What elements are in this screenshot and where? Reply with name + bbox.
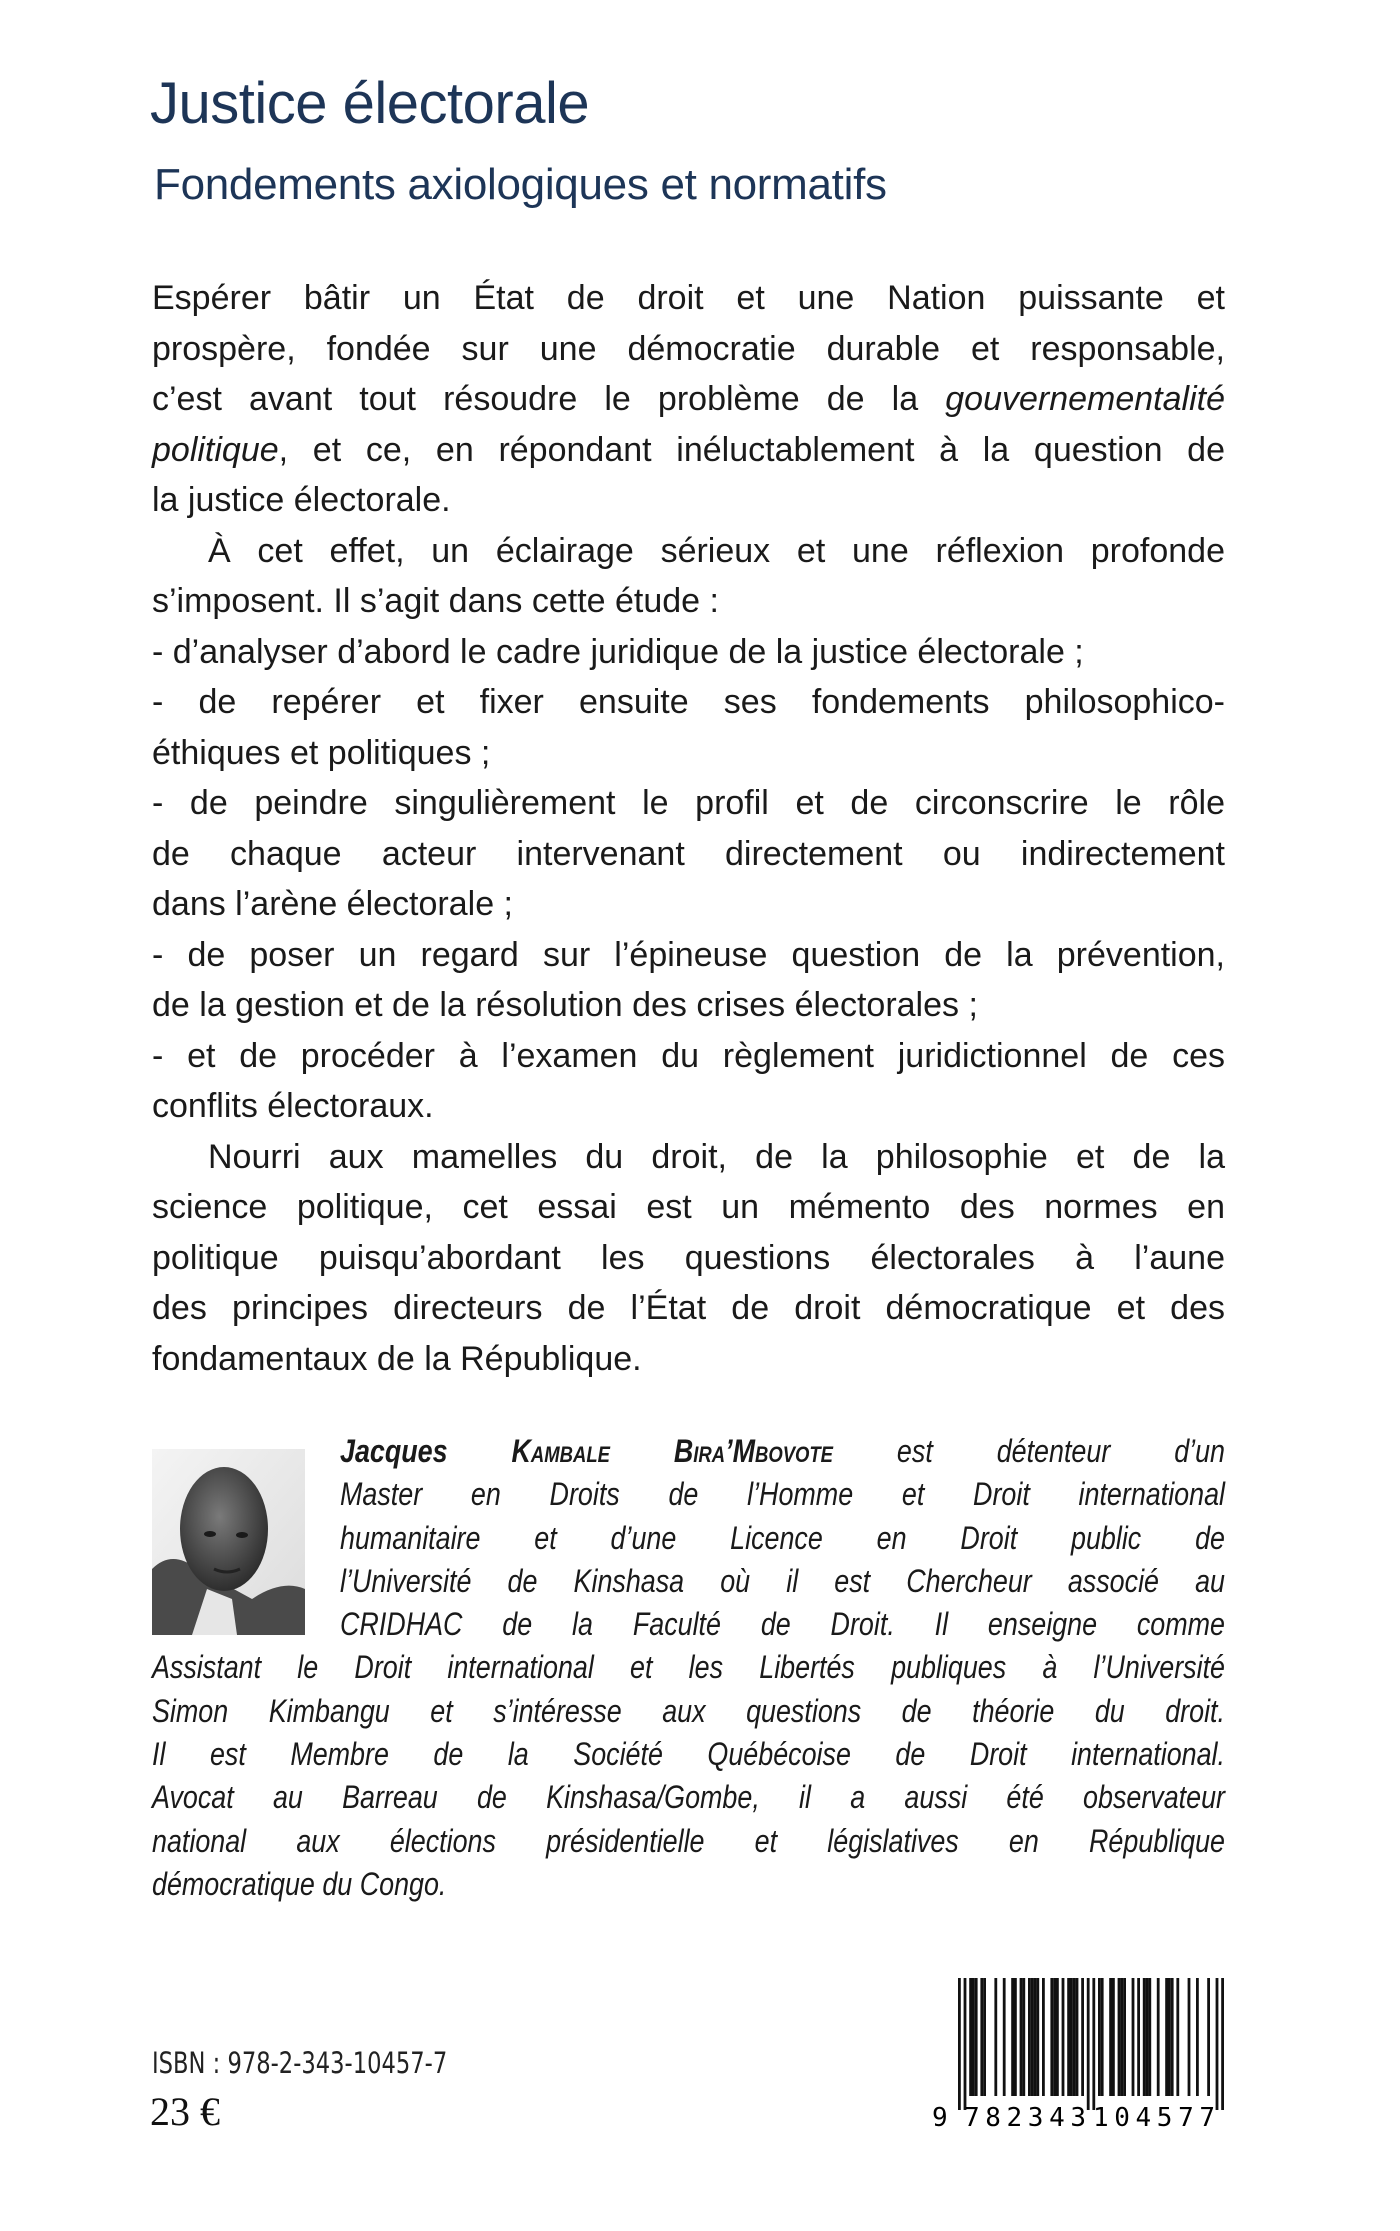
barcode-bar <box>975 1978 978 2096</box>
barcode-bar <box>1020 1978 1023 2096</box>
text-line <box>152 980 1225 1031</box>
text-line <box>152 475 1225 526</box>
book-subtitle: Fondements axiologiques et normatifs <box>154 160 887 209</box>
barcode-bar <box>1050 1978 1053 2096</box>
barcode-bar <box>1176 1978 1179 2096</box>
barcode-bar <box>1070 1978 1073 2096</box>
text-line <box>152 778 1225 829</box>
text-segment: - de poser un regard sur l’épineuse question de la prévention, <box>152 935 1225 974</box>
text-line <box>152 728 1225 779</box>
text-segment: CRIDHAC de la Faculté de Droit. Il enseigne comme <box>340 1606 1225 1643</box>
bio-line <box>152 1776 1225 1819</box>
italic-text: politique <box>152 430 279 469</box>
barcode-bar <box>1171 1978 1174 2096</box>
barcode-bar <box>1207 1978 1210 2096</box>
text-line <box>152 425 1225 476</box>
text-segment: - de repérer et fixer ensuite ses fondements philosophico- <box>152 683 1225 721</box>
price: 23 € <box>150 2089 220 2134</box>
barcode-bar <box>1087 1978 1090 2110</box>
text-segment: prospère, fondée sur une démocratie durable et responsable, <box>152 329 1225 368</box>
text-line <box>152 627 1225 678</box>
barcode-bar <box>1137 1978 1140 2096</box>
text-line <box>152 576 1225 627</box>
barcode-bar <box>1073 1978 1076 2096</box>
text-segment: humanitaire et d’une Licence en Droit public de <box>340 1519 1225 1556</box>
bio-line <box>340 1473 1225 1516</box>
text-line <box>152 526 1225 577</box>
bio-line <box>340 1603 1225 1646</box>
barcode-bar <box>964 1978 967 2110</box>
barcode-bar <box>1003 1978 1006 2096</box>
barcode-bar <box>1132 1978 1135 2096</box>
text-line <box>152 1031 1225 1082</box>
text-line <box>152 1334 1225 1385</box>
bio-line <box>152 1820 1225 1863</box>
barcode-bar <box>1098 1978 1101 2096</box>
text-segment: Assistant le Droit international et les Libertés publiques à l’Université <box>152 1649 1225 1686</box>
text-segment: , et ce, en répondant inéluctablement à la question de <box>278 430 1225 469</box>
barcode-first-digit: 9 <box>932 2103 948 2133</box>
text-segment: de la gestion et de la résolution des crises électorales ; <box>152 986 978 1024</box>
text-segment: éthiques et politiques ; <box>152 733 491 772</box>
text-segment: science politique, cet essai est un mémento des normes en <box>152 1188 1225 1226</box>
barcode-bar <box>1022 1978 1025 2096</box>
text-line <box>152 1283 1225 1334</box>
barcode-bar <box>1165 1978 1168 2096</box>
bio-line <box>340 1560 1225 1603</box>
barcode-bar <box>972 1978 975 2096</box>
author-name: Jacques <box>340 1433 512 1469</box>
barcode-bar <box>1011 1978 1014 2096</box>
barcode-bar <box>1056 1978 1059 2096</box>
text-segment: la justice électorale. <box>152 481 451 519</box>
barcode-bar <box>994 1978 997 2096</box>
text-segment: de chaque acteur intervenant directement ou indirectement <box>152 834 1225 873</box>
text-segment: fondamentaux de la République. <box>152 1339 642 1378</box>
barcode-bar <box>958 1978 961 2110</box>
barcode-bar <box>1157 1978 1160 2096</box>
barcode-bar <box>1112 1978 1115 2096</box>
barcode <box>930 1974 1240 2134</box>
text-segment: conflits électoraux. <box>152 1087 434 1125</box>
barcode-bar <box>1031 1978 1034 2096</box>
barcode-bar <box>1053 1978 1056 2096</box>
bio-line <box>152 1863 1225 1906</box>
text-segment: national aux élections présidentielle et législatives en République <box>152 1822 1225 1859</box>
text-line <box>152 829 1225 880</box>
text-segment: - d’analyser d’abord le cadre juridique de la justice électorale ; <box>152 632 1084 671</box>
barcode-bar <box>1014 1978 1017 2096</box>
text-segment: - et de procéder à l’examen du règlement juridictionnel de ces <box>152 1036 1225 1075</box>
barcode-bar <box>1216 1978 1219 2110</box>
text-line <box>152 677 1225 728</box>
barcode-bar <box>1036 1978 1039 2096</box>
text-segment: Il est Membre de la Société Québécoise de Droit international. <box>152 1736 1225 1773</box>
barcode-bar <box>1042 1978 1045 2096</box>
text-segment: démocratique du Congo. <box>152 1865 447 1902</box>
barcode-bar <box>1081 1978 1084 2096</box>
barcode-bar <box>1146 1978 1149 2096</box>
barcode-bar <box>1123 1978 1126 2096</box>
text-segment: Avocat au Barreau de Kinshasa/Gombe, il a aussi été observateur <box>152 1779 1225 1816</box>
barcode-bar <box>1092 1978 1095 2110</box>
text-segment: Simon Kimbangu et s’intéresse aux questions de théorie du droit. <box>152 1692 1225 1729</box>
bio-line <box>152 1733 1225 1776</box>
barcode-bar <box>1188 1978 1191 2096</box>
barcode-bar <box>1120 1978 1123 2096</box>
book-title: Justice électorale <box>150 71 590 136</box>
text-segment: est détenteur d’un <box>833 1433 1226 1469</box>
barcode-bar <box>1148 1978 1151 2096</box>
barcode-bar <box>1034 1978 1037 2096</box>
italic-text: gouvernementalité <box>945 380 1225 418</box>
barcode-bar <box>1221 1978 1224 2110</box>
barcode-bar <box>1062 1978 1065 2096</box>
barcode-bar <box>1067 1978 1070 2096</box>
author-biography <box>152 1430 1225 1906</box>
text-line <box>152 1182 1225 1233</box>
text-segment: dans l’arène électorale ; <box>152 885 514 923</box>
barcode-bar <box>1028 1978 1031 2096</box>
isbn: ISBN : 978-2-343-10457-7 <box>152 2046 448 2080</box>
barcode-bar <box>983 1978 986 2096</box>
barcode-bar <box>969 1978 972 2096</box>
bio-line <box>340 1517 1225 1560</box>
barcode-bar <box>1196 1978 1199 2096</box>
barcode-bar <box>1118 1978 1121 2096</box>
barcode-bar <box>1143 1978 1146 2096</box>
text-line <box>152 930 1225 981</box>
text-segment: politique puisqu’abordant les questions électorales à l’aune <box>152 1238 1225 1277</box>
text-segment: s’imposent. Il s’agit dans cette étude : <box>152 582 719 620</box>
text-segment: Nourri aux mamelles du droit, de la philosophie et de la <box>208 1137 1225 1176</box>
barcode-bar <box>1101 1978 1104 2096</box>
barcode-left-digits: 782343 <box>964 2103 1086 2133</box>
barcode-bar <box>1168 1978 1171 2096</box>
bio-line <box>152 1646 1225 1689</box>
text-line <box>152 1081 1225 1132</box>
text-line <box>152 1132 1225 1183</box>
barcode-bar <box>1076 1978 1079 2096</box>
text-line <box>152 1233 1225 1284</box>
text-segment: Espérer bâtir un État de droit et une Nation puissante et <box>152 279 1225 317</box>
text-segment: des principes directeurs de l’État de droit démocratique et des <box>152 1289 1225 1327</box>
text-segment: l’Université de Kinshasa où il est Chercheur associé au <box>340 1562 1225 1599</box>
text-segment: Master en Droits de l’Homme et Droit international <box>340 1476 1225 1513</box>
text-segment: c’est avant tout résoudre le problème de la <box>152 380 946 418</box>
barcode-bar <box>980 1978 983 2096</box>
text-line <box>152 879 1225 930</box>
bio-line <box>152 1690 1225 1733</box>
barcode-bars <box>958 1978 1224 2110</box>
bio-line <box>340 1430 1225 1473</box>
text-line <box>152 374 1225 425</box>
text-line <box>152 324 1225 375</box>
author-name: Kambale Bira’Mbovote <box>511 1433 834 1469</box>
barcode-right-digits: 104577 <box>1093 2103 1215 2133</box>
barcode-bar <box>1109 1978 1112 2096</box>
text-line <box>152 273 1225 324</box>
back-cover-blurb <box>152 273 1225 1384</box>
text-segment: - de peindre singulièrement le profil et de circonscrire le rôle <box>152 784 1225 822</box>
text-segment: À cet effet, un éclairage sérieux et une réflexion profonde <box>208 531 1225 570</box>
